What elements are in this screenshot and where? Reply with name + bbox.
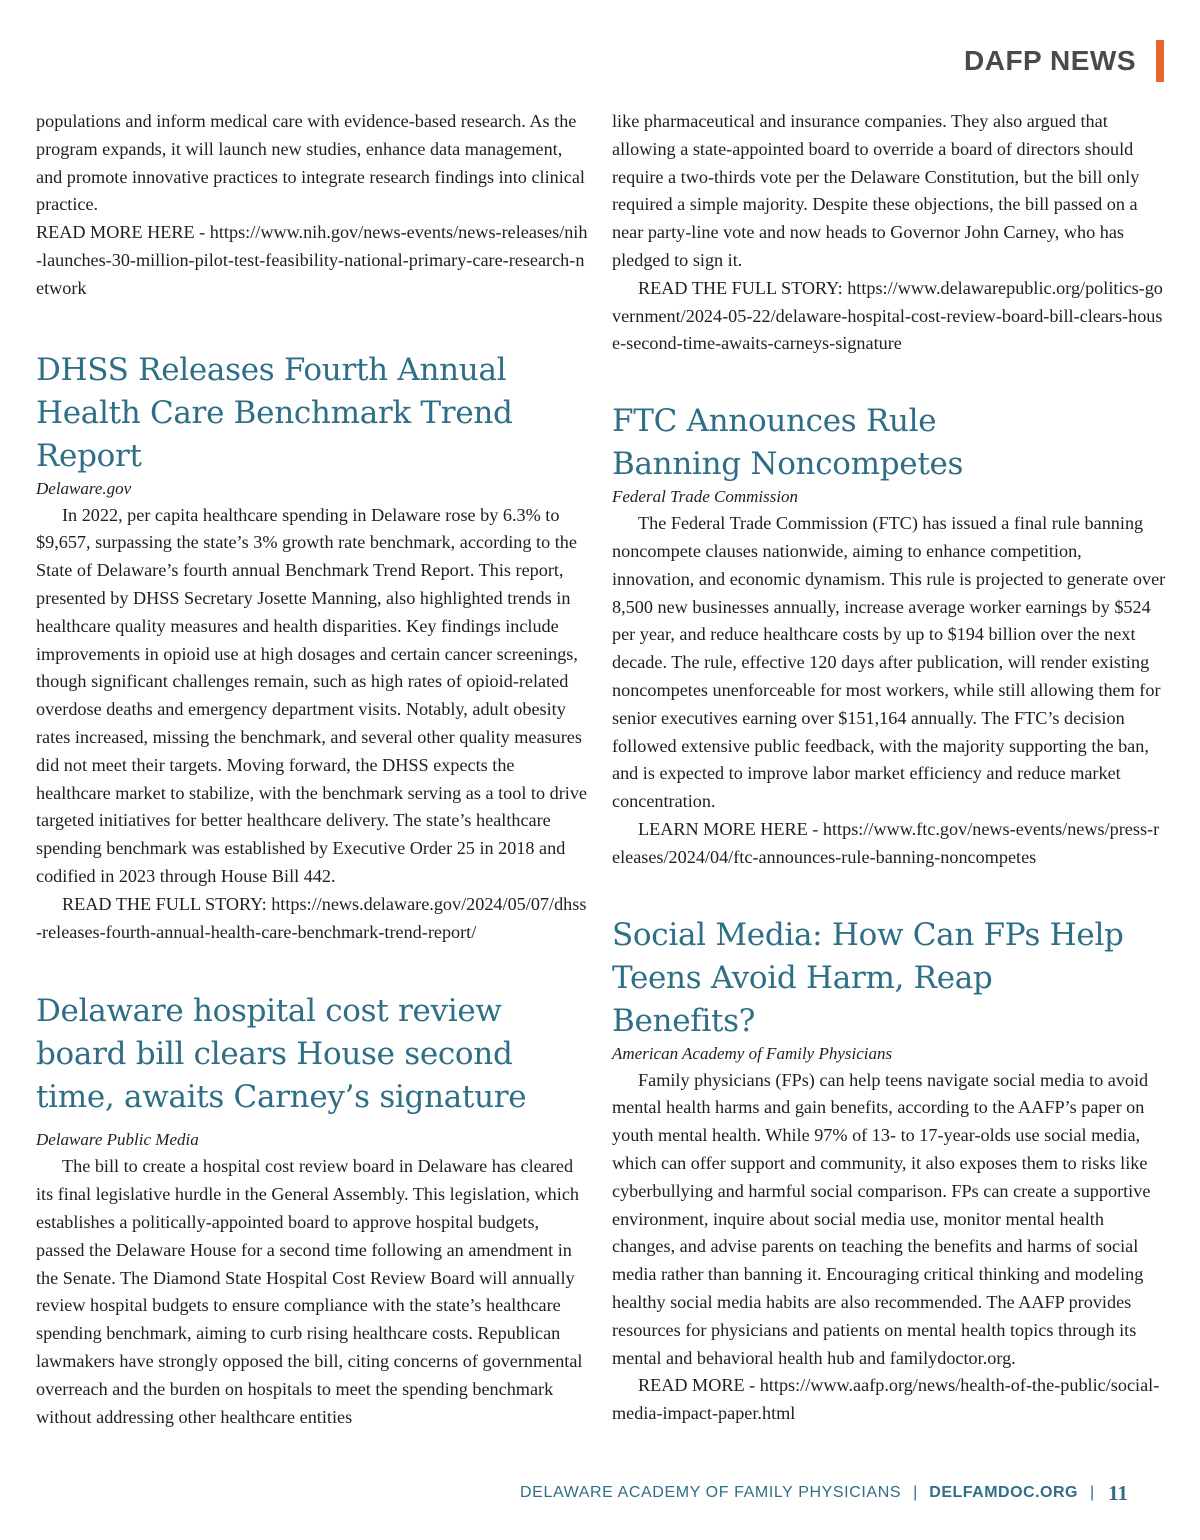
article-dhss-benchmark bbox=[36, 349, 591, 947]
article-ftc-noncompetes bbox=[612, 400, 1167, 871]
page-number: 11 bbox=[1108, 1481, 1128, 1505]
footer-organization: DELAWARE ACADEMY OF FAMILY PHYSICIANS bbox=[520, 1484, 902, 1501]
article-read-full-story-link[interactable]: READ THE FULL STORY: https://news.delaware.gov/2024/05/07/dhss-releases-fourth-annual-health-care-benchmark-trend-report/ bbox=[36, 893, 587, 942]
article-social-media-teens bbox=[612, 914, 1167, 1428]
left-column bbox=[36, 108, 591, 1431]
section-label: DAFP NEWS bbox=[964, 40, 1164, 82]
article-body: The bill to create a hospital cost review board in Delaware has cleared its final legislative hurdle in the General Assembly. This legislation, which establishes a politically-appointed board to approve hospital budgets, passed the Delaware House for a second time following an amendment in the Senate. The Diamond State Hospital Cost Review Board will annually review hospital budgets to ensure compliance with the state’s healthcare spending benchmark, aiming to curb rising healthcare costs. Republican lawmakers have strongly opposed the bill, citing concerns of governmental overreach and the burden on hospitals to meet the spending benchmark without addressing other healthcare entities bbox=[36, 1156, 583, 1427]
article-title: DHSS Releases Fourth Annual Health Care Benchmark Trend Report bbox=[36, 351, 513, 474]
article-title: Delaware hospital cost review board bill clears House second time, awaits Carney’s signature bbox=[36, 993, 527, 1116]
page-footer bbox=[520, 1480, 1128, 1506]
article-body: Family physicians (FPs) can help teens navigate social media to avoid mental health harms and gain benefits, according to the AAFP’s paper on youth mental health. While 97% of 13- to 17-year-olds use social media, which can offer support and community, it also exposes them to risks like cyberbullying and harmful social comparison. FPs can create a supportive environment, inquire about social media use, monitor mental health changes, and advise parents on teaching the benefits and harms of social media rather than banning it. Encouraging critical thinking and modeling healthy social media habits are also recommended. The AAFP provides resources for physicians and patients on mental health topics through its mental and behavioral health hub and familydoctor.org. bbox=[612, 1069, 1151, 1368]
article-body: In 2022, per capita healthcare spending in Delaware rose by 6.3% to $9,657, surpassing the state’s 3% growth rate benchmark, according to the State of Delaware’s fourth annual Benchmark Trend Report. This report, presented by DHSS Secretary Josette Manning, also highlighted trends in healthcare quality measures and health disparities. Key findings include improvements in opioid use at high dosages and certain cancer screenings, though significant challenges remain, such as high rates of opioid-related overdose deaths and emergency department visits. Notably, adult obesity rates increased, missing the benchmark, and several other quality measures did not meet their targets. Moving forward, the DHSS expects the healthcare market to stabilize, with the benchmark serving as a tool to drive targeted initiatives for better healthcare delivery. The state’s healthcare spending benchmark was established by Executive Order 25 in 2018 and codified in 2023 through House Bill 442. bbox=[36, 504, 587, 886]
article-source: Delaware.gov bbox=[36, 478, 132, 498]
article-read-more-link[interactable]: READ MORE - https://www.aafp.org/news/health-of-the-public/social-media-impact-paper.html bbox=[612, 1375, 1160, 1424]
article-learn-more-link[interactable]: LEARN MORE HERE - https://www.ftc.gov/news-events/news/press-releases/2024/04/ftc-announces-rule-banning-noncompetes bbox=[612, 818, 1160, 867]
article-source: American Academy of Family Physicians bbox=[612, 1043, 893, 1063]
footer-website-link[interactable]: DELFAMDOC.ORG bbox=[929, 1484, 1078, 1501]
intro-read-more-link[interactable]: READ MORE HERE - https://www.nih.gov/news-events/news-releases/nih-launches-30-million-pilot-test-feasibility-national-primary-care-research-network bbox=[36, 222, 588, 298]
article-body-continued: like pharmaceutical and insurance companies. They also argued that allowing a state-appointed board to override a board of directors should require a two-thirds vote per the Delaware Constitution, but the bill only required a simple majority. Despite these objections, the bill passed on a near party-line vote and now heads to Governor John Carney, who has pledged to sign it. bbox=[612, 111, 1140, 270]
footer-separator: | bbox=[913, 1484, 918, 1501]
footer-separator: | bbox=[1090, 1484, 1095, 1501]
article-hospital-cost-board bbox=[36, 990, 591, 1431]
article-read-full-story-link[interactable]: READ THE FULL STORY: https://www.delawarepublic.org/politics-government/2024-05-22/delaware-hospital-cost-review-board-bill-clears-house-second-time-awaits-carneys-signature bbox=[612, 277, 1163, 354]
article-source: Federal Trade Commission bbox=[612, 487, 799, 507]
article-body: The Federal Trade Commission (FTC) has issued a final rule banning noncompete clauses nationwide, aiming to enhance competition, innovation, and economic dynamism. This rule is projected to generate over 8,500 new businesses annually, increase average worker earnings by $524 per year, and reduce healthcare costs by up to $194 billion over the next decade. The rule, effective 120 days after publication, will render existing noncompetes unenforceable for most workers, while still allowing them for senior executives earning over $151,164 annually. The FTC’s decision followed extensive public feedback, with the majority supporting the ban, and is expected to improve labor market efficiency and reduce market concentration. bbox=[612, 513, 1166, 812]
right-column bbox=[612, 108, 1167, 1428]
article-title: Social Media: How Can FPs Help Teens Avoid Harm, Reap Benefits? bbox=[612, 916, 1124, 1039]
article-source: Delaware Public Media bbox=[36, 1130, 199, 1150]
intro-text: populations and inform medical care with evidence-based research. As the program expands, it will launch new studies, enhance data management, and promote innovative practices to integrate research findings into clinical practice. bbox=[36, 111, 585, 215]
article-title: FTC Announces Rule Banning Noncompetes bbox=[612, 403, 964, 483]
